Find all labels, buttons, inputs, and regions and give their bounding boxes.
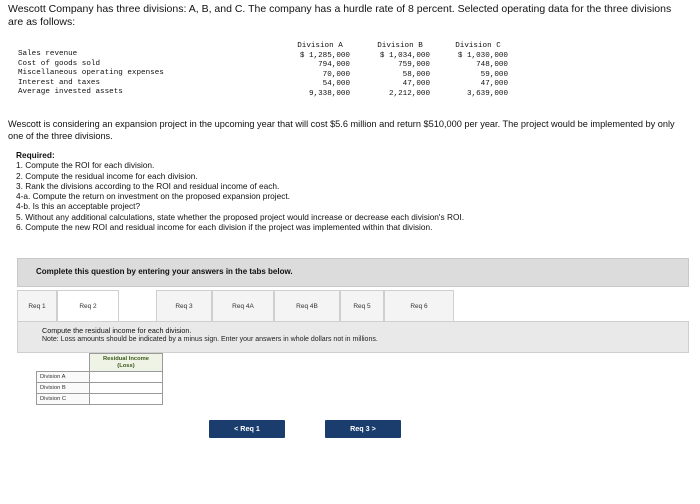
row-label: Miscellaneous operating expenses	[18, 69, 164, 78]
panel-instruction: Compute the residual income for each division.	[42, 326, 192, 335]
residual-income-header	[90, 354, 163, 372]
instruction-banner	[17, 258, 689, 287]
table-corner	[37, 354, 90, 372]
project-text: Wescott is considering an expansion project in the upcoming year that will cost $5.6 million and return $510,000 per year. The project would be implemented by only one of the three divisions.	[8, 119, 675, 141]
banner-text: Complete this question by entering your answers in the tabs below.	[36, 267, 293, 276]
cell: 3,639,000	[466, 89, 508, 98]
required-item: 2. Compute the residual income for each division.	[16, 170, 198, 181]
division-c-column	[448, 42, 508, 100]
tab-req-2[interactable]: Req 2	[57, 290, 119, 322]
tab-req-4a[interactable]: Req 4A	[212, 290, 274, 322]
division-a-input[interactable]	[90, 373, 162, 382]
cell: 59,000	[480, 70, 508, 79]
division-label: Division B	[37, 383, 90, 394]
cell: 759,000	[398, 61, 430, 70]
tab-req-4b[interactable]: Req 4B	[274, 290, 340, 322]
cell: 794,000	[318, 61, 350, 70]
required-item: 4-b. Is this an acceptable project?	[16, 201, 141, 212]
cell: 9,338,000	[308, 89, 350, 98]
intro-text: Wescott Company has three divisions: A, B, and C. The company has a hurdle rate of 8 percent. Selected operating data for the three divisions are as follows:	[8, 3, 672, 28]
division-label: Division A	[37, 372, 90, 383]
row-labels	[18, 50, 218, 98]
tab-req-1[interactable]: Req 1	[17, 290, 57, 322]
division-b-column	[370, 42, 430, 100]
row-label: Average invested assets	[18, 88, 123, 97]
tab-req-6[interactable]: Req 6	[384, 290, 454, 322]
cell: 47,000	[402, 80, 430, 89]
required-item: 3. Rank the divisions according to the ROI and residual income of each.	[16, 180, 280, 191]
required-title: Required:	[16, 150, 55, 160]
row-label: Sales revenue	[18, 50, 78, 58]
required-item: 6. Compute the new ROI and residual income for each division if the project was implemented within that division.	[16, 222, 433, 233]
cell: 54,000	[322, 80, 350, 89]
column-header: Division A	[297, 42, 343, 50]
tab-bar	[17, 290, 689, 322]
row-label: Cost of goods sold	[18, 59, 101, 68]
cell: $ 1,285,000	[299, 51, 350, 60]
residual-income-table	[36, 353, 163, 405]
column-header: Division B	[377, 42, 423, 50]
cell: 748,000	[476, 61, 508, 70]
panel-note: Note: Loss amounts should be indicated by a minus sign. Enter your answers in whole dollars not in millions.	[42, 336, 378, 343]
header-line: (Loss)	[117, 362, 135, 369]
required-item: 5. Without any additional calculations, state whether the proposed project would increase or decrease each division's ROI.	[16, 211, 465, 222]
division-b-input[interactable]	[90, 384, 162, 393]
header-line: Residual Income	[102, 355, 150, 362]
tab-req-3[interactable]: Req 3	[156, 290, 212, 322]
division-c-input[interactable]	[90, 395, 162, 404]
cell: $ 1,034,000	[379, 51, 430, 60]
cell: 47,000	[480, 80, 508, 89]
cell: 70,000	[322, 70, 350, 79]
required-item: 1. Compute the ROI for each division.	[16, 160, 155, 171]
cell: 2,212,000	[388, 89, 430, 98]
column-header: Division C	[455, 42, 501, 50]
question-panel	[17, 321, 689, 353]
required-section	[16, 150, 696, 232]
cell: $ 1,030,000	[457, 51, 508, 60]
cell: 58,000	[402, 70, 430, 79]
required-item: 4-a. Compute the return on investment on the proposed expansion project.	[16, 191, 290, 202]
tab-req-5[interactable]: Req 5	[340, 290, 384, 322]
row-label: Interest and taxes	[18, 78, 101, 87]
next-req-button[interactable]: Req 3 >	[325, 420, 401, 438]
division-a-column	[290, 42, 350, 100]
division-label: Division C	[37, 394, 90, 405]
prev-req-button[interactable]: < Req 1	[209, 420, 285, 438]
